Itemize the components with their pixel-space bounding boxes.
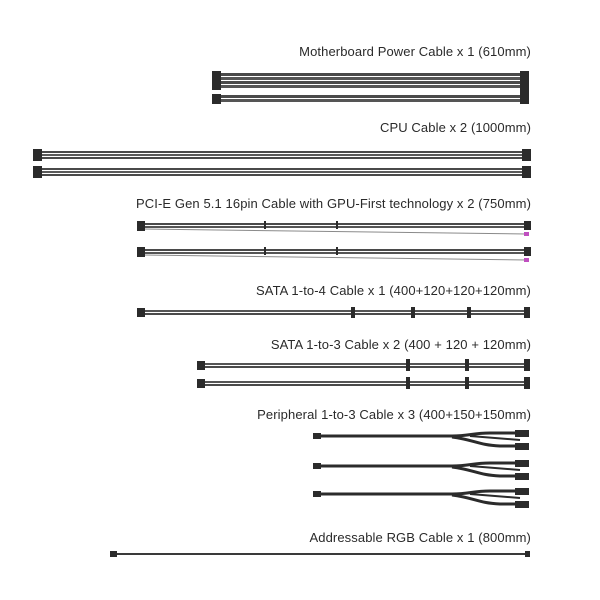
label-argb-cable: Addressable RGB Cable x 1 (800mm) bbox=[309, 530, 531, 545]
label-sata-1to3-cable: SATA 1-to-3 Cable x 2 (400 + 120 + 120mm) bbox=[270, 337, 531, 352]
motherboard-power-cable bbox=[212, 71, 529, 104]
pcie-cable-1 bbox=[137, 221, 531, 236]
label-pcie-cable: PCI-E Gen 5.1 16pin Cable with GPU-First technology x 2 (750mm) bbox=[135, 196, 531, 211]
cpu-cable-2 bbox=[33, 166, 531, 178]
pcie-cable-2 bbox=[137, 247, 531, 262]
label-peripheral-cable: Peripheral 1-to-3 Cable x 3 (400+150+150mm) bbox=[257, 407, 531, 422]
sense-tip bbox=[524, 258, 529, 262]
label-cpu-cable: CPU Cable x 2 (1000mm) bbox=[379, 120, 531, 135]
connector-right bbox=[520, 71, 529, 104]
cpu-cable-1 bbox=[33, 149, 531, 161]
sata-1to4-cable bbox=[137, 307, 530, 318]
peripheral-cable-3 bbox=[313, 488, 529, 508]
label-sata-1to4-cable: SATA 1-to-4 Cable x 1 (400+120+120+120mm) bbox=[256, 283, 531, 298]
peripheral-cable-1 bbox=[313, 430, 529, 450]
connector-left-bottom bbox=[212, 94, 221, 104]
sata-1to3-cable-1 bbox=[197, 359, 530, 371]
sata-1to3-cable-2 bbox=[197, 377, 530, 389]
argb-cable bbox=[110, 551, 530, 557]
label-motherboard-power-cable: Motherboard Power Cable x 1 (610mm) bbox=[299, 44, 531, 59]
peripheral-cable-2 bbox=[313, 460, 529, 480]
connector-left-top bbox=[212, 71, 221, 90]
sense-tip bbox=[524, 232, 529, 236]
